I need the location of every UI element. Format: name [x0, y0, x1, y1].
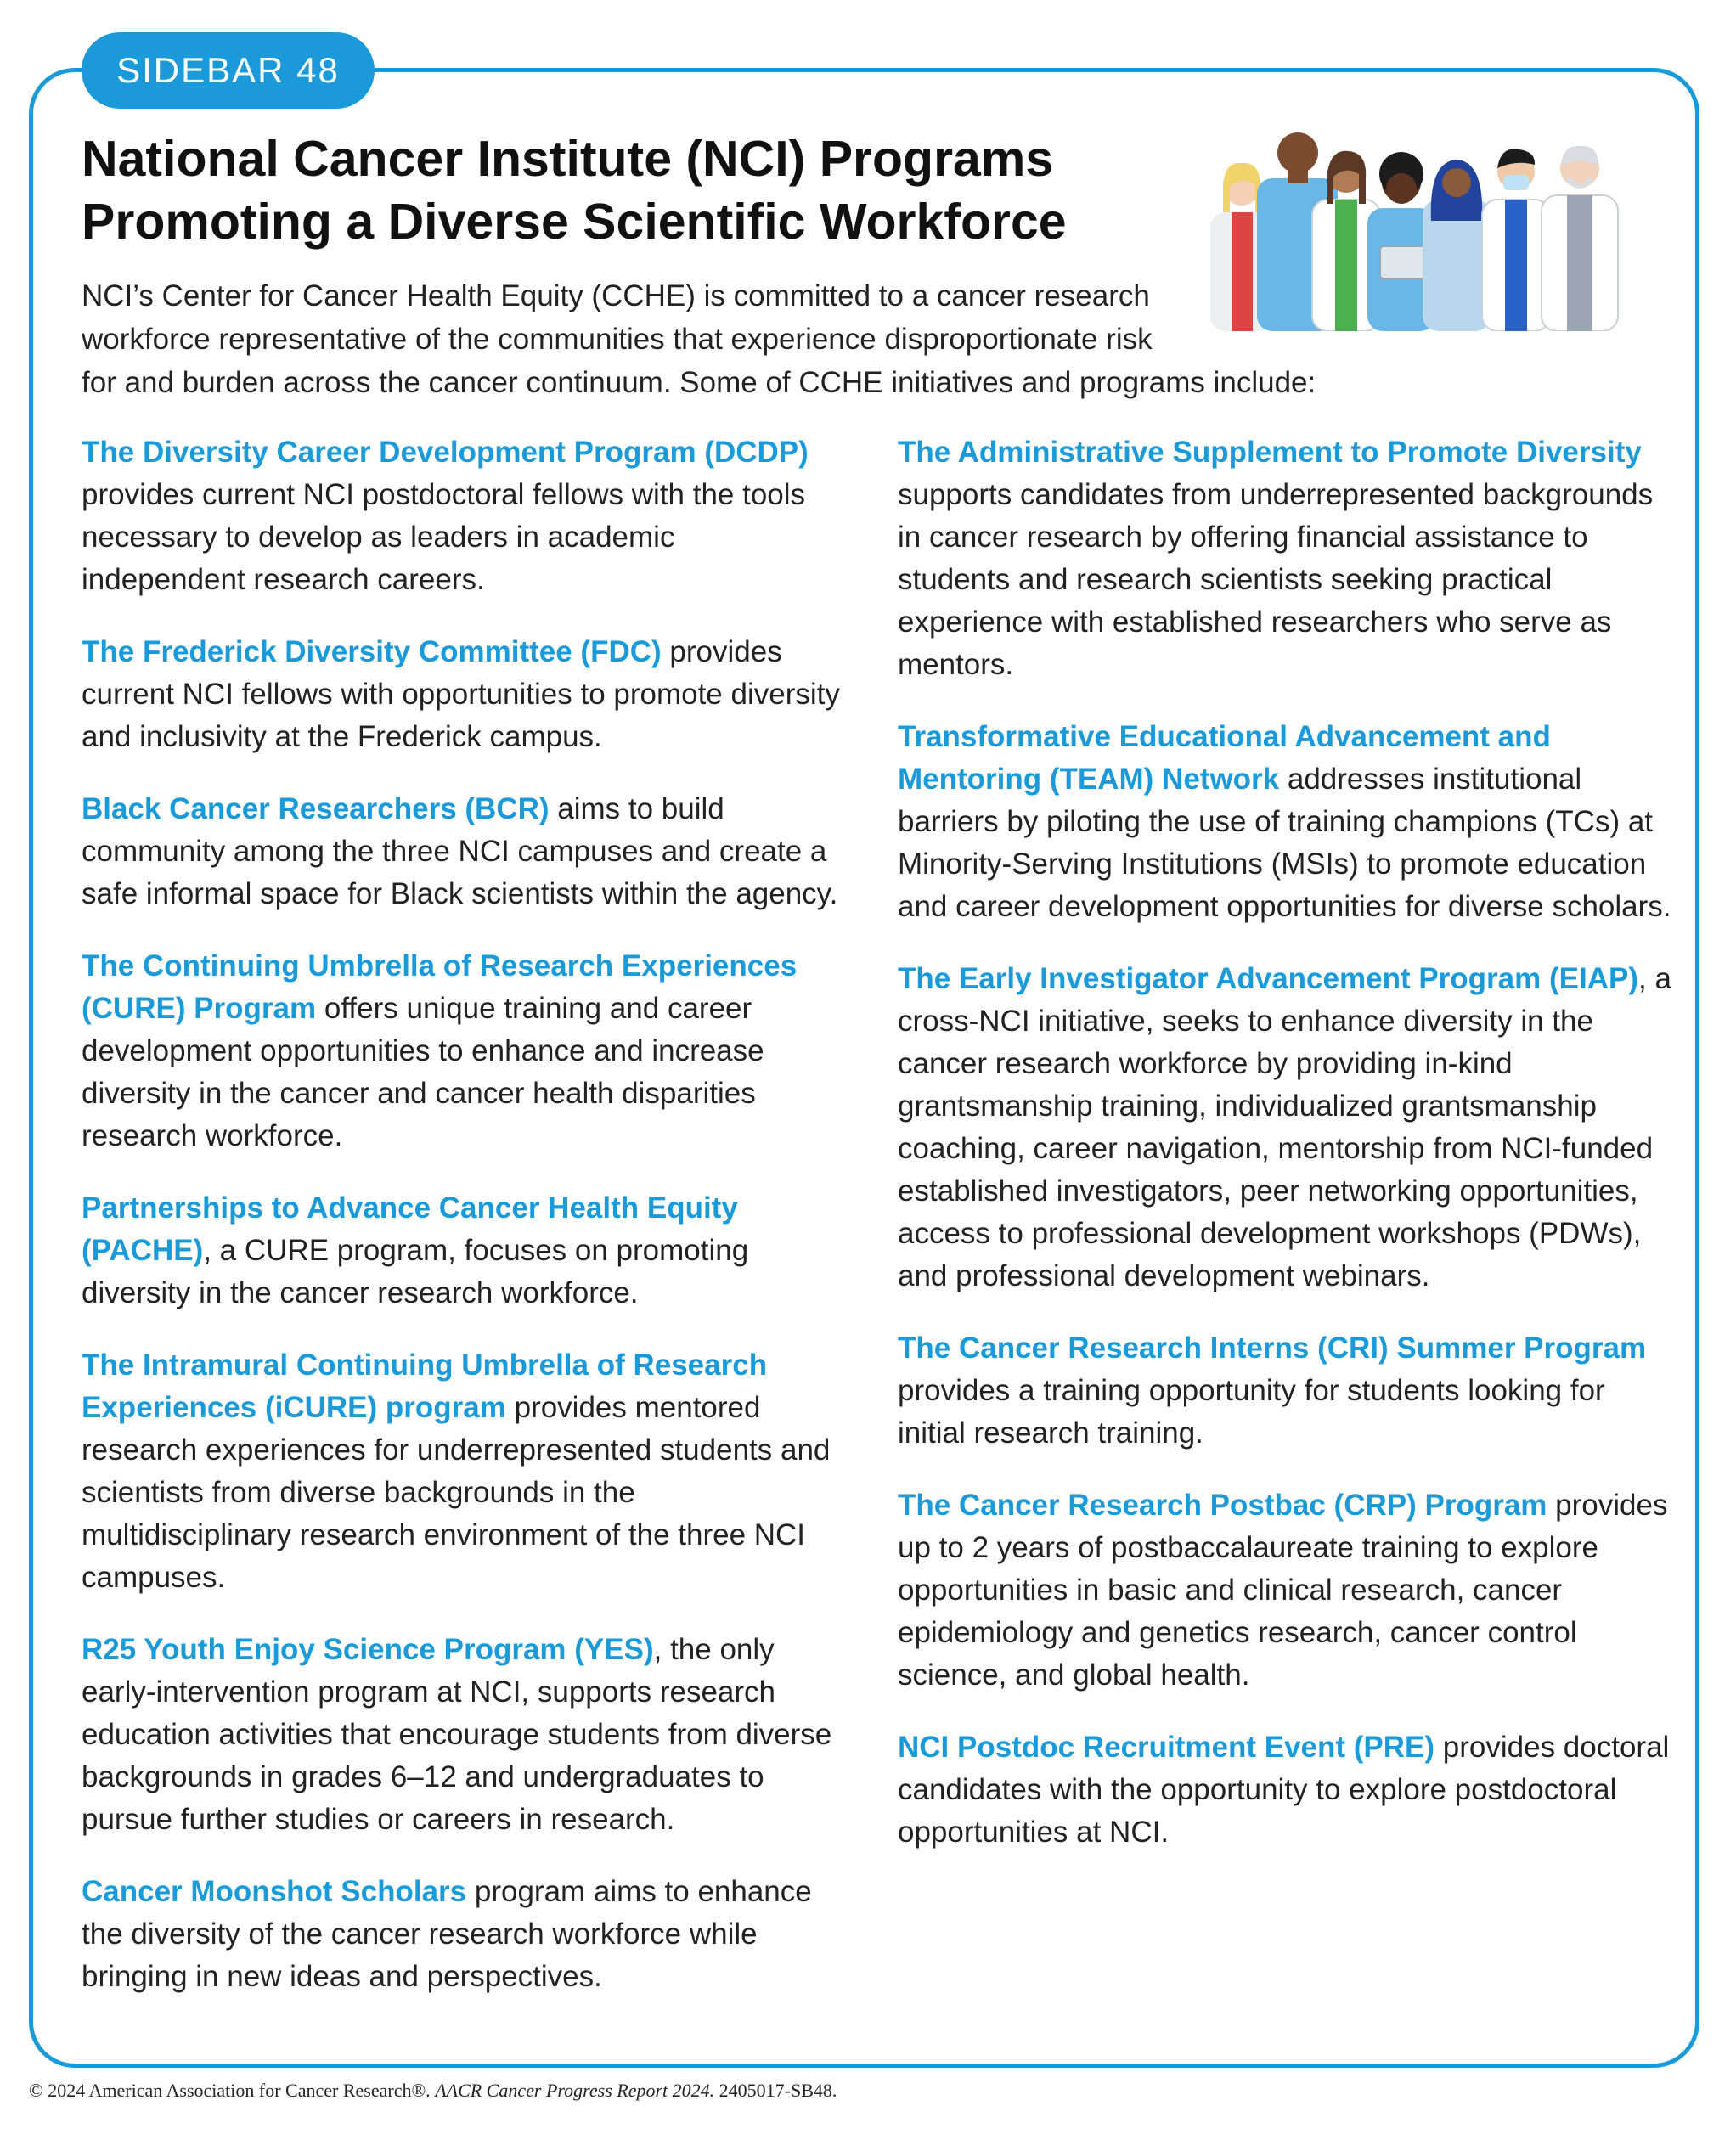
- program-item: [82, 1344, 846, 1599]
- program-name: The Frederick Diversity Committee (FDC): [82, 635, 662, 668]
- program-name: Transformative Educational Advancement and Mentoring (TEAM) Network: [898, 720, 1551, 796]
- program-description: provides current NCI postdoctoral fellows with the tools necessary to develop as leaders in academic independent research careers.: [82, 478, 806, 596]
- scientist-figure: [1542, 146, 1618, 331]
- program-item: [898, 431, 1679, 686]
- program-item: [82, 1629, 846, 1841]
- footer-code: 2405017-SB48.: [714, 2080, 837, 2101]
- program-name: Black Cancer Researchers (BCR): [82, 792, 550, 825]
- program-name: The Administrative Supplement to Promote Diversity: [898, 436, 1642, 469]
- program-description: provides mentored research experiences for underrepresented students and scientists from diverse backgrounds in the multidisciplinary research environment of the three NCI campuses.: [82, 1391, 831, 1594]
- intro-line-1: NCI’s Center for Cancer Health Equity (CCHE) is committed to a cancer research: [82, 279, 1150, 312]
- program-item: [898, 1327, 1679, 1455]
- program-description: addresses institutional barriers by piloting the use of training champions (TCs) at Minority-Serving Institutions (MSIs) to promote education and career development opportunities for diverse scholars.: [898, 763, 1671, 923]
- program-item: [82, 1871, 846, 1998]
- program-item: [898, 1484, 1679, 1697]
- program-description: aims to build community among the three NCI campuses and create a safe informal space for Black scientists within the agency.: [82, 792, 838, 910]
- left-column: [82, 431, 846, 2028]
- program-item: [82, 945, 846, 1157]
- program-item: [898, 1726, 1679, 1854]
- footer-copyright: © 2024 American Association for Cancer Research®.: [29, 2080, 436, 2101]
- scientists-illustration: [1206, 127, 1669, 331]
- program-name: Partnerships to Advance Cancer Health Equity (PACHE): [82, 1191, 738, 1267]
- program-item: [82, 1187, 846, 1315]
- page-title: [82, 127, 1186, 253]
- program-description: offers unique training and career development opportunities to enhance and increase diversity in the cancer and cancer health disparities research workforce.: [82, 992, 764, 1152]
- program-description: , a cross-NCI initiative, seeks to enhance diversity in the cancer research workforce by providing in-kind grantsmanship training, individualized grantsmanship coaching, career navigation, mentorship from NCI-funded established investigators, peer networking opportunities, access to professional development workshops (PDWs), and professional development webinars.: [898, 962, 1671, 1292]
- program-description: supports candidates from underrepresented backgrounds in cancer research by offering financial assistance to students and research scientists seeking practical experience with established researchers who serve as mentors.: [898, 478, 1654, 681]
- scientist-figure: [1423, 160, 1491, 331]
- program-description: program aims to enhance the diversity of the cancer research workforce while bringing in new ideas and perspectives.: [82, 1875, 812, 1993]
- program-item: [82, 431, 846, 601]
- title-line-2: Promoting a Diverse Scientific Workforce: [82, 194, 1067, 250]
- program-name: The Diversity Career Development Program (DCDP): [82, 436, 809, 469]
- intro-paragraph: [82, 274, 1356, 404]
- program-description: , a CURE program, focuses on promoting diversity in the cancer research workforce.: [82, 1234, 749, 1309]
- intro-line-3: for and burden across the cancer continuum. Some of CCHE initiatives and programs include:: [82, 366, 1316, 399]
- program-name: R25 Youth Enjoy Science Program (YES): [82, 1633, 654, 1666]
- right-column: [898, 431, 1679, 1883]
- program-item: [82, 631, 846, 758]
- program-name: The Continuing Umbrella of Research Experiences (CURE) Program: [82, 949, 798, 1025]
- program-name: The Cancer Research Interns (CRI) Summer Program: [898, 1332, 1647, 1365]
- scientist-figure: [1482, 149, 1550, 331]
- copyright-footer: [29, 2080, 837, 2102]
- program-item: [82, 788, 846, 915]
- program-description: provides current NCI fellows with opportunities to promote diversity and inclusivity at the Frederick campus.: [82, 635, 840, 753]
- program-description: , the only early-intervention program at NCI, supports research education activities that encourage students from diverse backgrounds in grades 6–12 and undergraduates to pursue further studies or careers in research.: [82, 1633, 832, 1836]
- program-description: provides doctoral candidates with the opportunity to explore postdoctoral opportunities at NCI.: [898, 1731, 1670, 1849]
- program-description: provides up to 2 years of postbaccalaureate training to explore opportunities in basic and clinical research, cancer epidemiology and genetics research, cancer control science, and global health.: [898, 1489, 1668, 1692]
- program-name: NCI Postdoc Recruitment Event (PRE): [898, 1731, 1435, 1764]
- footer-report-title: AACR Cancer Progress Report 2024.: [435, 2080, 715, 2101]
- program-item: [898, 958, 1679, 1298]
- program-name: The Intramural Continuing Umbrella of Research Experiences (iCURE) program: [82, 1349, 768, 1424]
- intro-line-2: workforce representative of the communities that experience disproportionate risk: [82, 323, 1153, 356]
- program-description: provides a training opportunity for students looking for initial research training.: [898, 1374, 1605, 1450]
- program-name: The Early Investigator Advancement Program (EIAP): [898, 962, 1638, 995]
- sidebar-tab: SIDEBAR 48: [82, 32, 375, 109]
- program-name: Cancer Moonshot Scholars: [82, 1875, 467, 1908]
- program-name: The Cancer Research Postbac (CRP) Program: [898, 1489, 1547, 1522]
- program-item: [898, 716, 1679, 928]
- title-line-1: National Cancer Institute (NCI) Programs: [82, 131, 1054, 187]
